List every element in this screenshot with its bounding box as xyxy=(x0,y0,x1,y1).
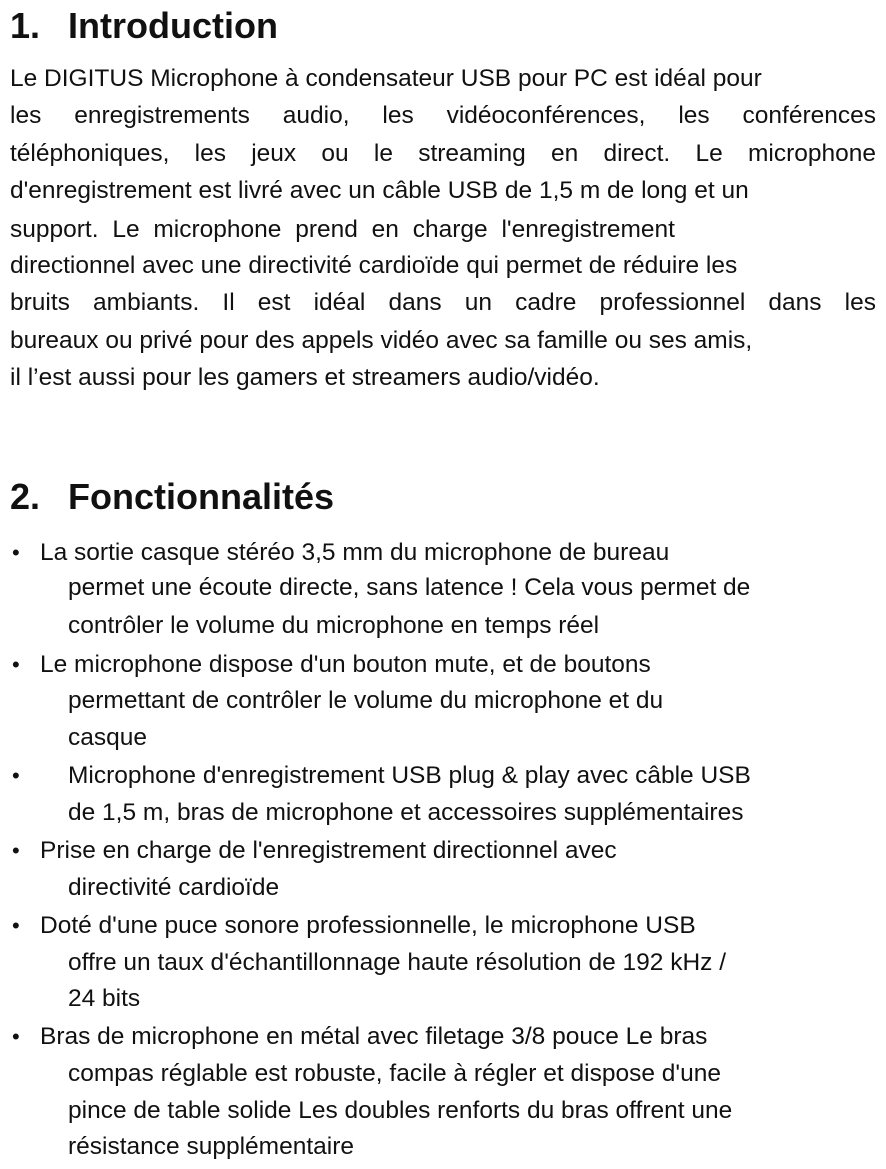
bullet-icon: • xyxy=(12,763,20,788)
bullet-icon: • xyxy=(12,838,20,863)
intro-paragraph-line: d'enregistrement est livré avec un câble USB de 1,5 m de long et un xyxy=(10,177,749,204)
section-heading-introduction xyxy=(10,4,278,48)
intro-paragraph-line: bureaux ou privé pour des appels vidéo avec sa famille ou ses amis, xyxy=(10,327,753,354)
feature-item-line: casque xyxy=(68,724,148,751)
bullet-icon: • xyxy=(12,540,20,565)
feature-item-line: La sortie casque stéréo 3,5 mm du microphone de bureau xyxy=(40,539,670,566)
intro-paragraph-line: Le DIGITUS Microphone à condensateur USB pour PC est idéal pour xyxy=(10,65,762,92)
bullet-icon: • xyxy=(12,652,20,677)
intro-paragraph-line: les enregistrements audio, les vidéoconférences, les conférences xyxy=(10,102,876,129)
intro-paragraph-line: bruits ambiants. Il est idéal dans un cadre professionnel dans les xyxy=(10,289,876,316)
feature-item-line: de 1,5 m, bras de microphone et accessoires supplémentaires xyxy=(68,799,744,826)
feature-item-line: offre un taux d'échantillonnage haute résolution de 192 kHz / xyxy=(68,949,727,976)
feature-item-line: permet une écoute directe, sans latence ! Cela vous permet de xyxy=(68,574,751,601)
intro-paragraph-line: téléphoniques, les jeux ou le streaming en direct. Le microphone xyxy=(10,140,876,167)
feature-item-line: contrôler le volume du microphone en temps réel xyxy=(68,612,600,639)
feature-item-line: Prise en charge de l'enregistrement directionnel avec xyxy=(40,837,617,864)
feature-item-line: Doté d'une puce sonore professionnelle, le microphone USB xyxy=(40,912,696,939)
feature-item-line: Microphone d'enregistrement USB plug & play avec câble USB xyxy=(68,762,751,789)
section-title: Introduction xyxy=(68,5,278,46)
section-number: 1. xyxy=(10,5,41,46)
section-number: 2. xyxy=(10,476,41,517)
section-heading-features xyxy=(10,475,334,519)
intro-paragraph-line: support. Le microphone prend en charge l'enregistrement xyxy=(10,216,675,243)
intro-paragraph-line: directionnel avec une directivité cardioïde qui permet de réduire les xyxy=(10,252,738,279)
bullet-icon: • xyxy=(12,913,20,938)
intro-paragraph-line: il l’est aussi pour les gamers et streamers audio/vidéo. xyxy=(10,364,600,391)
feature-item-line: compas réglable est robuste, facile à régler et dispose d'une xyxy=(68,1060,721,1087)
section-title: Fonctionnalités xyxy=(68,476,335,517)
feature-item-line: 24 bits xyxy=(68,985,141,1012)
feature-item-line: directivité cardioïde xyxy=(68,874,280,901)
feature-item-line: pince de table solide Les doubles renforts du bras offrent une xyxy=(68,1097,733,1124)
feature-item-line: résistance supplémentaire xyxy=(68,1133,354,1160)
feature-item-line: permettant de contrôler le volume du microphone et du xyxy=(68,687,664,714)
bullet-icon: • xyxy=(12,1024,20,1049)
feature-item-line: Bras de microphone en métal avec filetage 3/8 pouce Le bras xyxy=(40,1023,708,1050)
feature-item-line: Le microphone dispose d'un bouton mute, et de boutons xyxy=(40,651,651,678)
